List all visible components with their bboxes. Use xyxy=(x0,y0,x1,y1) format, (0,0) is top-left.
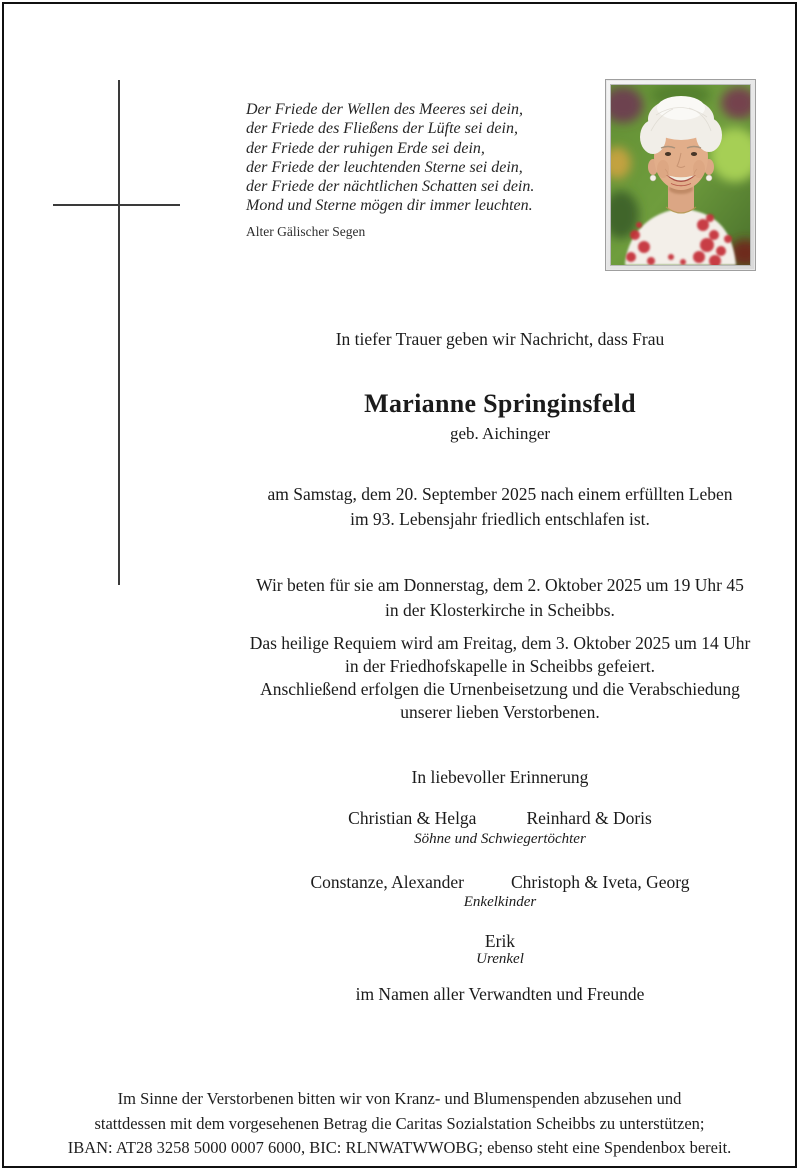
blessing-attribution: Alter Gälischer Segen xyxy=(246,223,366,239)
passing-paragraph xyxy=(196,482,797,532)
requiem-line: in der Friedhofskapelle in Scheibbs gefeiert. xyxy=(344,656,656,676)
relation-label-sons: Söhne und Schwiegertöchter xyxy=(414,831,586,847)
closing-line: im Namen aller Verwandten und Freunde xyxy=(355,984,645,1004)
relation-label-grandchildren: Enkelkinder xyxy=(463,894,537,910)
blessing-line: der Friede des Fließens der Lüfte sei dein, xyxy=(246,120,518,138)
donation-line: IBAN: AT28 3258 5000 0007 6000, BIC: RLNWATWWOBG; ebenso steht eine Spendenbox bereit. xyxy=(67,1138,732,1157)
donation-line: Im Sinne der Verstorbenen bitten wir von Kranz- und Blumenspenden abzusehen und xyxy=(117,1089,682,1108)
deceased-name: Marianne Springinsfeld xyxy=(364,389,636,418)
requiem-line: unserer lieben Verstorbenen. xyxy=(400,702,600,722)
blessing-line: der Friede der nächtlichen Schatten sei dein. xyxy=(246,178,535,196)
blessing-poem xyxy=(246,100,534,241)
portrait-photo-image xyxy=(610,84,751,266)
memory-heading: In liebevoller Erinnerung xyxy=(411,767,589,787)
donation-note xyxy=(32,1087,767,1161)
prayer-paragraph xyxy=(196,573,797,623)
mourners-row-grandchildren xyxy=(196,870,797,894)
mourners-row-sons xyxy=(196,806,797,830)
requiem-line: Anschließend erfolgen die Urnenbeisetzung und die Verabschiedung xyxy=(260,679,740,699)
obituary-card xyxy=(2,2,797,1168)
blessing-line: der Friede der ruhigen Erde sei dein, xyxy=(246,139,485,157)
passing-line: im 93. Lebensjahr friedlich entschlafen ist. xyxy=(350,509,650,529)
mourner-name: Christoph & Iveta, Georg xyxy=(511,872,690,892)
prayer-line: Wir beten für sie am Donnerstag, dem 2. Oktober 2025 um 19 Uhr 45 xyxy=(256,575,744,595)
donation-line: stattdessen mit dem vorgesehenen Betrag die Caritas Sozialstation Scheibbs zu unterstützen; xyxy=(94,1113,705,1133)
portrait-photo xyxy=(605,79,756,271)
mourner-name: Constanze, Alexander xyxy=(310,872,464,892)
cross-horizontal-bar xyxy=(53,204,180,206)
announcement-intro: In tiefer Trauer geben wir Nachricht, dass Frau xyxy=(335,329,665,349)
prayer-line: in der Klosterkirche in Scheibbs. xyxy=(385,600,615,620)
cross-vertical-bar xyxy=(118,80,120,585)
passing-line: am Samstag, dem 20. September 2025 nach einem erfüllten Leben xyxy=(267,484,733,504)
blessing-line: Mond und Sterne mögen dir immer leuchten. xyxy=(246,197,533,215)
maiden-name: geb. Aichinger xyxy=(449,424,551,443)
mourner-name: Reinhard & Doris xyxy=(526,808,652,828)
blessing-line: Der Friede der Wellen des Meeres sei dein, xyxy=(246,101,523,118)
requiem-line: Das heilige Requiem wird am Freitag, dem 3. Oktober 2025 um 14 Uhr xyxy=(249,633,751,653)
mourner-name: Christian & Helga xyxy=(348,808,477,828)
blessing-line: der Friede der leuchtenden Sterne sei dein, xyxy=(246,158,523,176)
relation-label-great-grandchild: Urenkel xyxy=(476,951,524,967)
requiem-paragraph xyxy=(196,632,797,724)
mourner-great-grandchild: Erik xyxy=(484,931,516,951)
